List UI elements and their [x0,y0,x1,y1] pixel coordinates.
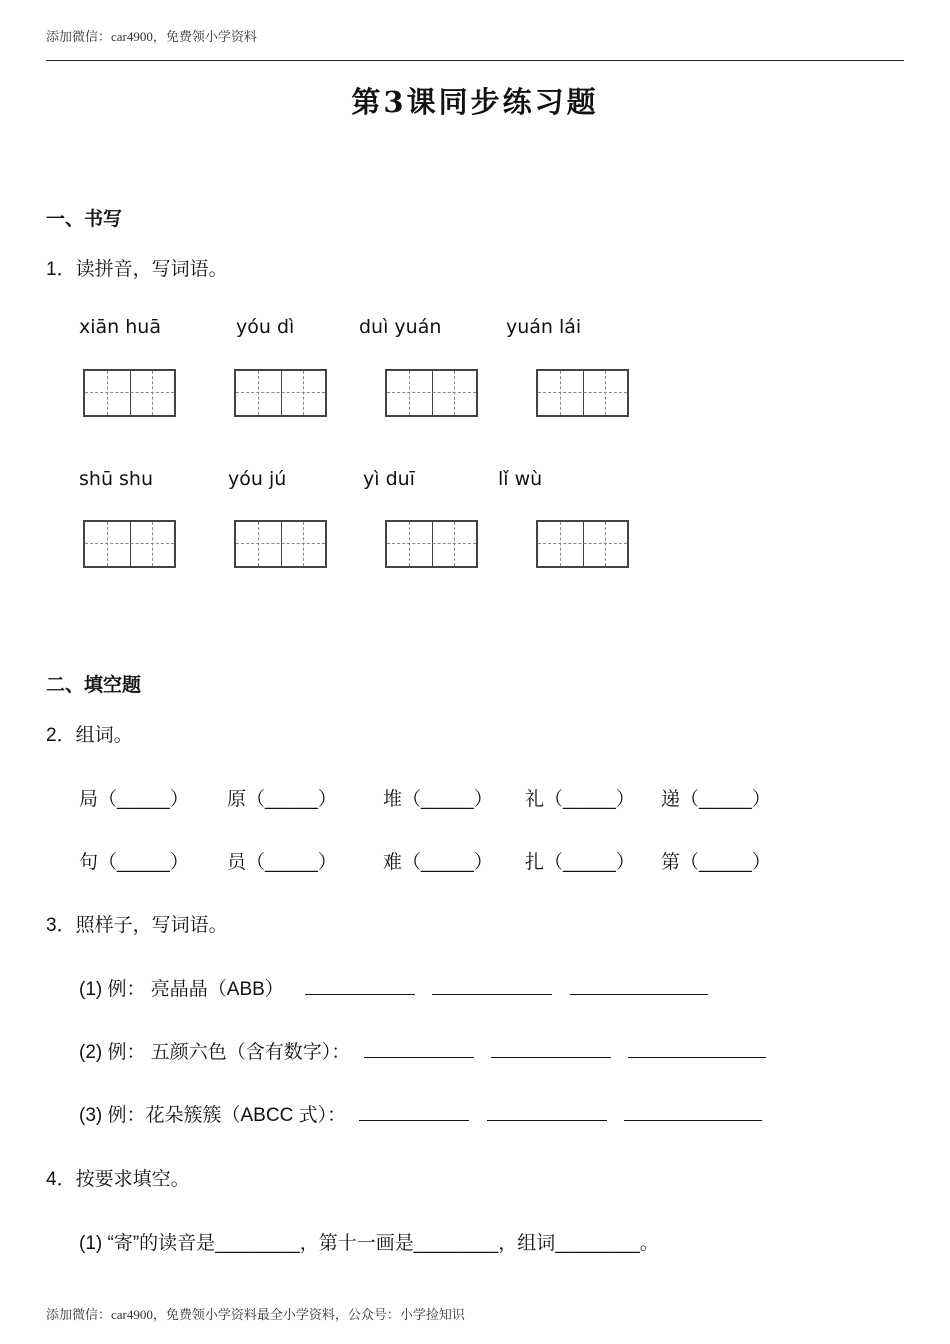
writing-grid[interactable] [536,520,629,568]
question-3-text: 3．照样子，写词语。 [46,915,228,936]
pinyin-label: xiān huā [79,316,161,338]
question-4-text: 4．按要求填空。 [46,1169,190,1190]
answer-line[interactable] [432,993,552,995]
answer-line[interactable] [624,1119,762,1121]
pinyin-label: duì yuán [359,316,442,338]
pinyin-label: lǐ wù [498,468,543,490]
section-heading-fill: 二、填空题 [46,675,142,696]
answer-line[interactable] [491,1056,611,1058]
word-blank[interactable]: 礼（_____） [525,789,635,810]
word-blank[interactable]: 第（_____） [661,852,771,873]
word-blank[interactable]: 扎（_____） [525,852,635,873]
word-blank[interactable]: 递（_____） [661,789,771,810]
writing-grid[interactable] [536,369,629,417]
section-heading-writing: 一、书写 [46,209,123,230]
example-label: (1) 例： 亮晶晶（ABB） [79,979,284,1000]
pinyin-label: shū shu [79,468,154,490]
example-label: (3) 例：花朵簇簇（ABCC 式）： [79,1105,347,1126]
writing-grid[interactable] [234,520,327,568]
example-item [79,974,708,1001]
word-blank[interactable]: 员（_____） [227,852,337,873]
question-1-text: 1．读拼音，写词语。 [46,259,228,280]
writing-grid[interactable] [234,369,327,417]
example-item [79,1037,766,1064]
word-blank[interactable]: 原（_____） [227,789,337,810]
word-blank[interactable]: 堆（_____） [383,789,493,810]
answer-line[interactable] [364,1056,474,1058]
example-item [79,1100,762,1127]
question-4-item[interactable]: (1) “寄”的读音是________，第十一画是________，组词________。 [79,1233,659,1254]
pinyin-label: yóu dì [236,316,295,338]
word-blank[interactable]: 难（_____） [383,852,493,873]
writing-grid[interactable] [83,520,176,568]
word-blank[interactable]: 句（_____） [79,852,189,873]
writing-grid[interactable] [385,520,478,568]
example-label: (2) 例： 五颜六色（含有数字）： [79,1042,351,1063]
writing-grid[interactable] [83,369,176,417]
writing-grid[interactable] [385,369,478,417]
page-title: 第3课同步练习题 [351,85,599,119]
word-blank[interactable]: 局（_____） [79,789,189,810]
pinyin-label: yuán lái [506,316,582,338]
answer-line[interactable] [487,1119,607,1121]
answer-line[interactable] [628,1056,766,1058]
pinyin-label: yì duī [363,468,415,490]
pinyin-label: yóu jú [228,468,287,490]
question-2-text: 2．组词。 [46,725,133,746]
answer-line[interactable] [570,993,708,995]
answer-line[interactable] [359,1119,469,1121]
header-note: 添加微信：car4900，免费领小学资料 [46,29,257,44]
answer-line[interactable] [305,993,415,995]
header-divider [46,60,904,61]
footer-note: 添加微信：car4900，免费领小学资料最全小学资料，公众号：小学捡知识 [46,1307,465,1322]
